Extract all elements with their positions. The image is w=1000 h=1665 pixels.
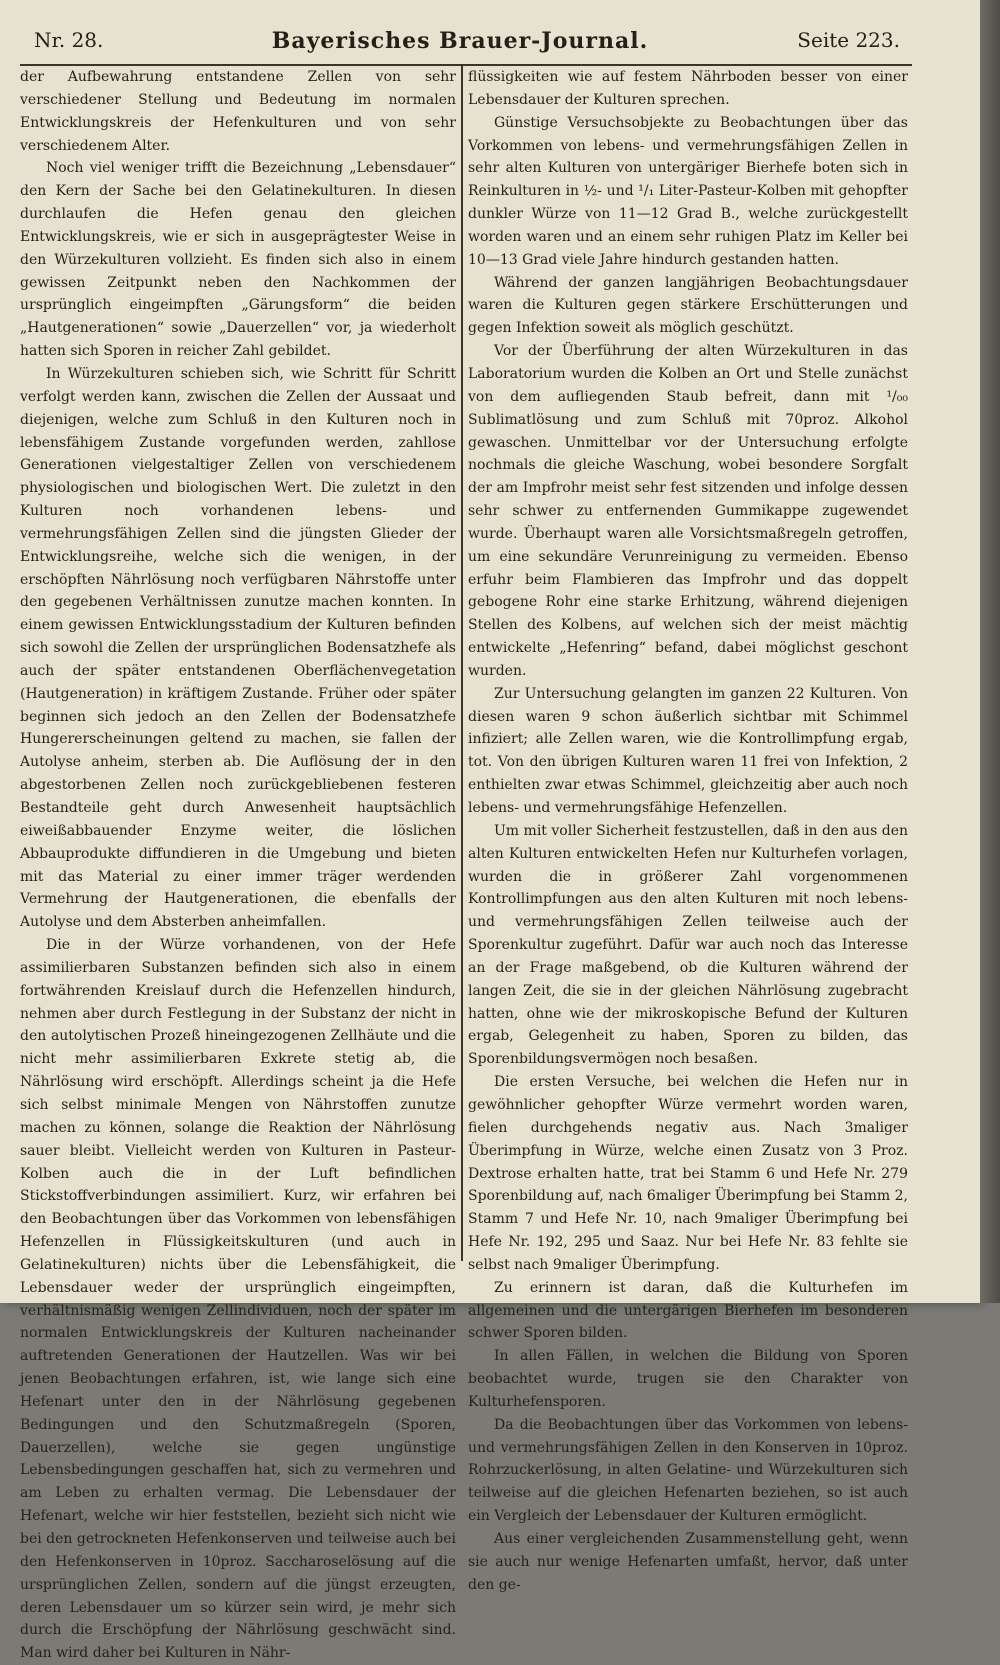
paragraph: Da die Beobachtungen über das Vorkommen von lebens- und vermehrungsfähigen Zellen in den Konserven in 10proz. Rohrzuckerlösung, in alten Gelatine- und Würzekulturen sich teilweise auf die gleichen Hefenarten beziehen, so ist auch ein Vergleich der Lebensdauer der Kulturen ermöglicht. [468, 1416, 908, 1525]
issue-number: Nr. 28. [34, 28, 104, 52]
paragraph: Günstige Versuchsobjekte zu Beobachtungen über das Vorkommen von lebens- und vermehrungsfähigen Zellen in sehr alten Kulturen von untergäriger Bierhefe boten sich in Reinkulturen in ½- und ¹/₁ Liter-Pasteur-Kolben mit gehopfter dunkler Würze von 11—12 Grad B., welche zurückgestellt worden waren und an einem sehr ruhigen Platz im Keller bei 10—13 Grad viele Jahre hindurch gestanden hatten. [468, 114, 908, 268]
paragraph: Zur Untersuchung gelangten im ganzen 22 Kulturen. Von diesen waren 9 schon äußerlich sichtbar mit Schimmel infiziert; alle Zellen waren, wie die Kontrollimpfung ergab, tot. Von den übrigen Kulturen waren 11 frei von Infektion, 2 enthielten zwar etwas Schimmel, gleichzeitig aber auch noch lebens- und vermehrungsfähige Hefenzellen. [468, 685, 908, 816]
left-column [20, 66, 456, 1662]
paragraph: In Würzekulturen schieben sich, wie Schritt für Schritt verfolgt werden kann, zwischen die Zellen der Aussaat und diejenigen, welche zum Schluß in den Kulturen noch in lebensfähigem Zustande vorgefunden werden, zahllose Generationen vielgestaltiger Zellen von verschiedenem physiologischen und biologischen Wert. Die zuletzt in den Kulturen noch vorhandenen lebens- und vermehrungsfähigen Zellen sind die jüngsten Glieder der Entwicklungsreihe, welche sich die wenigen, in der erschöpften Nährlösung noch verfügbaren Nährstoffe unter den gegebenen Verhältnissen zunutze machen konnten. In einem gewissen Entwicklungsstadium der Kulturen befinden sich sowohl die Zellen der ursprünglichen Bodensatzhefe als auch der später entstandenen Oberflächenvegetation (Hautgeneration) in kräftigem Zustande. Früher oder später beginnen sich jedoch an den Zellen der Bodensatzhefe Hungererscheinungen geltend zu machen, sie fallen der Autolyse anheim, sterben ab. Die Auflösung der in den abgestorbenen Zellen noch zurückgebliebenen festeren Bestandteile geht durch Anwesenheit hauptsächlich eiweißabbauender Enzyme weiter, die löslichen Abbauprodukte diffundieren in die Umgebung und bieten mit das Material zu einer immer träger werdenden Vermehrung der Hautgenerationen, die ebenfalls der Autolyse und dem Absterben anheimfallen. [20, 365, 456, 931]
adjacent-page-edge [980, 0, 1000, 1303]
paragraph: flüssigkeiten wie auf festem Nährboden besser von einer Lebensdauer der Kulturen sprechen. [468, 69, 908, 108]
paragraph: Während der ganzen langjährigen Beobachtungsdauer waren die Kulturen gegen stärkere Erschütterungen und gegen Infektion soweit als möglich geschützt. [468, 274, 908, 337]
paragraph: Aus einer vergleichenden Zusammenstellung geht, wenn sie auch nur wenige Hefenarten umfaßt, hervor, daß unter den ge- [468, 1531, 908, 1593]
paragraph: Noch viel weniger trifft die Bezeichnung „Lebensdauer“ den Kern der Sache bei den Gelatinekulturen. In diesen durchlaufen die Hefen genau den gleichen Entwicklungskreis, wie er sich in ausgeprägtester Weise in den Würzekulturen vollzieht. Es finden sich also in einem gewissen Zeitpunkt neben den Nachkommen der ursprünglich eingeimpften „Gärungsform“ die beiden „Hautgenerationen“ sowie „Dauerzellen“ vor, ja wiederholt hatten sich Sporen in reicher Zahl gebildet. [20, 160, 456, 360]
journal-title: Bayerisches Brauer-Journal. [271, 28, 649, 54]
paragraph: Um mit voller Sicherheit festzustellen, daß in den aus den alten Kulturen entwickelten Hefen nur Kulturhefen vorlagen, wurden die in größerer Zahl vorgenommenen Kontrollimpfungen aus den alten Kulturen mit noch lebens- und vermehrungsfähigen Zellen teilweise auch der Sporenkultur zugeführt. Dafür war auch noch das Interesse an der Frage maßgebend, ob die Kulturen während der langen Zeit, die sie in der gleichen Nährlösung zugebracht hatten, ohne wie der mikroskopische Befund der Kulturen ergab, Gelegenheit zu haben, Sporen zu bilden, das Sporenbildungsvermögen noch besaßen. [468, 822, 908, 1068]
paragraph: Die in der Würze vorhandenen, von der Hefe assimilierbaren Substanzen befinden sich also in einem fortwährenden Kreislauf durch die Hefenzellen hindurch, nehmen aber durch Festlegung in der Substanz der nicht in den autolytischen Prozeß hineingezogenen Zellhäute und die nicht mehr assimilierbaren Exkrete stetig ab, die Nährlösung wird erschöpft. Allerdings scheint ja die Hefe sich selbst minimale Mengen von Nährstoffen zunutze machen zu können, solange die Reaktion der Nährlösung sauer bleibt. Vielleicht werden von Kulturen in Pasteur-Kolben auch die in der Luft befindlichen Stickstoffverbindungen assimiliert. Kurz, wir erfahren bei den Beobachtungen über das Vorkommen von lebensfähigen Hefenzellen in Flüssigkeitskulturen (und auch in Gelatinekulturen) nichts über die Lebensfähigkeit, die Lebensdauer weder der ursprünglich eingeimpften, verhältnismäßig wenigen Zellindividuen, noch der später im normalen Entwicklungskreis der Kulturen nacheinander auftretenden Generationen der Hautzellen. Was wir bei jenen Beobachtungen erfahren, ist, wie lange sich eine Hefenart unter den in der Nährlösung gegebenen Bedingungen und den Schutzmaßregeln (Sporen, Dauerzellen), welche sie gegen ungünstige Lebensbedingungen geschaffen hat, sich zu vermehren und am Leben zu erhalten vermag. Die Lebensdauer der Hefenart, welche wir hier feststellen, bezieht sich nicht wie bei den getrockneten Hefenkonserven und teilweise auch bei den Hefenkonserven in 10proz. Saccharoselösung auf die ursprünglichen Zellen, sondern auf die jüngst erzeugten, deren Lebensdauer um so kürzer sein wird, je mehr sich durch die Erschöpfung der Nährlösung geschwächt sind. Man wird daher bei Kulturen in Nähr- [20, 937, 456, 1662]
paragraph: Zu erinnern ist daran, daß die Kulturhefen im allgemeinen und die untergärigen Bierhefen im besonderen schwer Sporen bilden. [468, 1279, 908, 1342]
page-header [20, 22, 900, 62]
right-column [468, 66, 908, 1593]
paragraph: Vor der Überführung der alten Würzekulturen in das Laboratorium wurden die Kolben an Ort und Stelle zunächst von dem aufliegenden Staub befreit, dann mit ¹/₀₀ Sublimatlösung und zum Schluß mit 70proz. Alkohol gewaschen. Unmittelbar vor der Untersuchung erfolgte nochmals die gleiche Waschung, wobei besondere Sorgfalt der am Impfrohr meist sehr fest sitzenden und infolge dessen sehr schwer zu entfernenden Gummikappe zugewendet wurde. Überhaupt waren alle Vorsichtsmaßregeln getroffen, um eine sekundäre Verunreinigung zu vermeiden. Ebenso erfuhr beim Flambieren das Impfrohr und das doppelt gebogene Rohr eine starke Erhitzung, während diejenigen Stellen des Kolbens, auf welchen sich der meist mächtig entwickelte „Hefenring“ befand, dabei möglichst geschont wurden. [468, 343, 908, 679]
paragraph: der Aufbewahrung entstandene Zellen von sehr verschiedener Stellung und Bedeutung im normalen Entwicklungskreis der Hefenkulturen und von sehr verschiedenem Alter. [20, 69, 456, 154]
paragraph: In allen Fällen, in welchen die Bildung von Sporen beobachtet wurde, trugen sie den Charakter von Kulturhefensporen. [468, 1348, 908, 1410]
column-divider [461, 66, 463, 1261]
paragraph: Die ersten Versuche, bei welchen die Hefen nur in gewöhnlicher gehopfter Würze vermehrt worden waren, fielen durchgehends negativ aus. Nach 3maliger Überimpfung in Würze, welche einen Zusatz von 3 Proz. Dextrose erhalten hatte, trat bei Stamm 6 und Hefe Nr. 279 Sporenbildung auf, nach 6maliger Überimpfung bei Stamm 2, Stamm 7 und Hefe Nr. 10, nach 9maliger Überimpfung bei Hefe Nr. 192, 295 und Saaz. Nur bei Hefe Nr. 83 fehlte sie selbst nach 9maliger Überimpfung. [468, 1074, 908, 1273]
page-number: Seite 223. [797, 28, 900, 52]
